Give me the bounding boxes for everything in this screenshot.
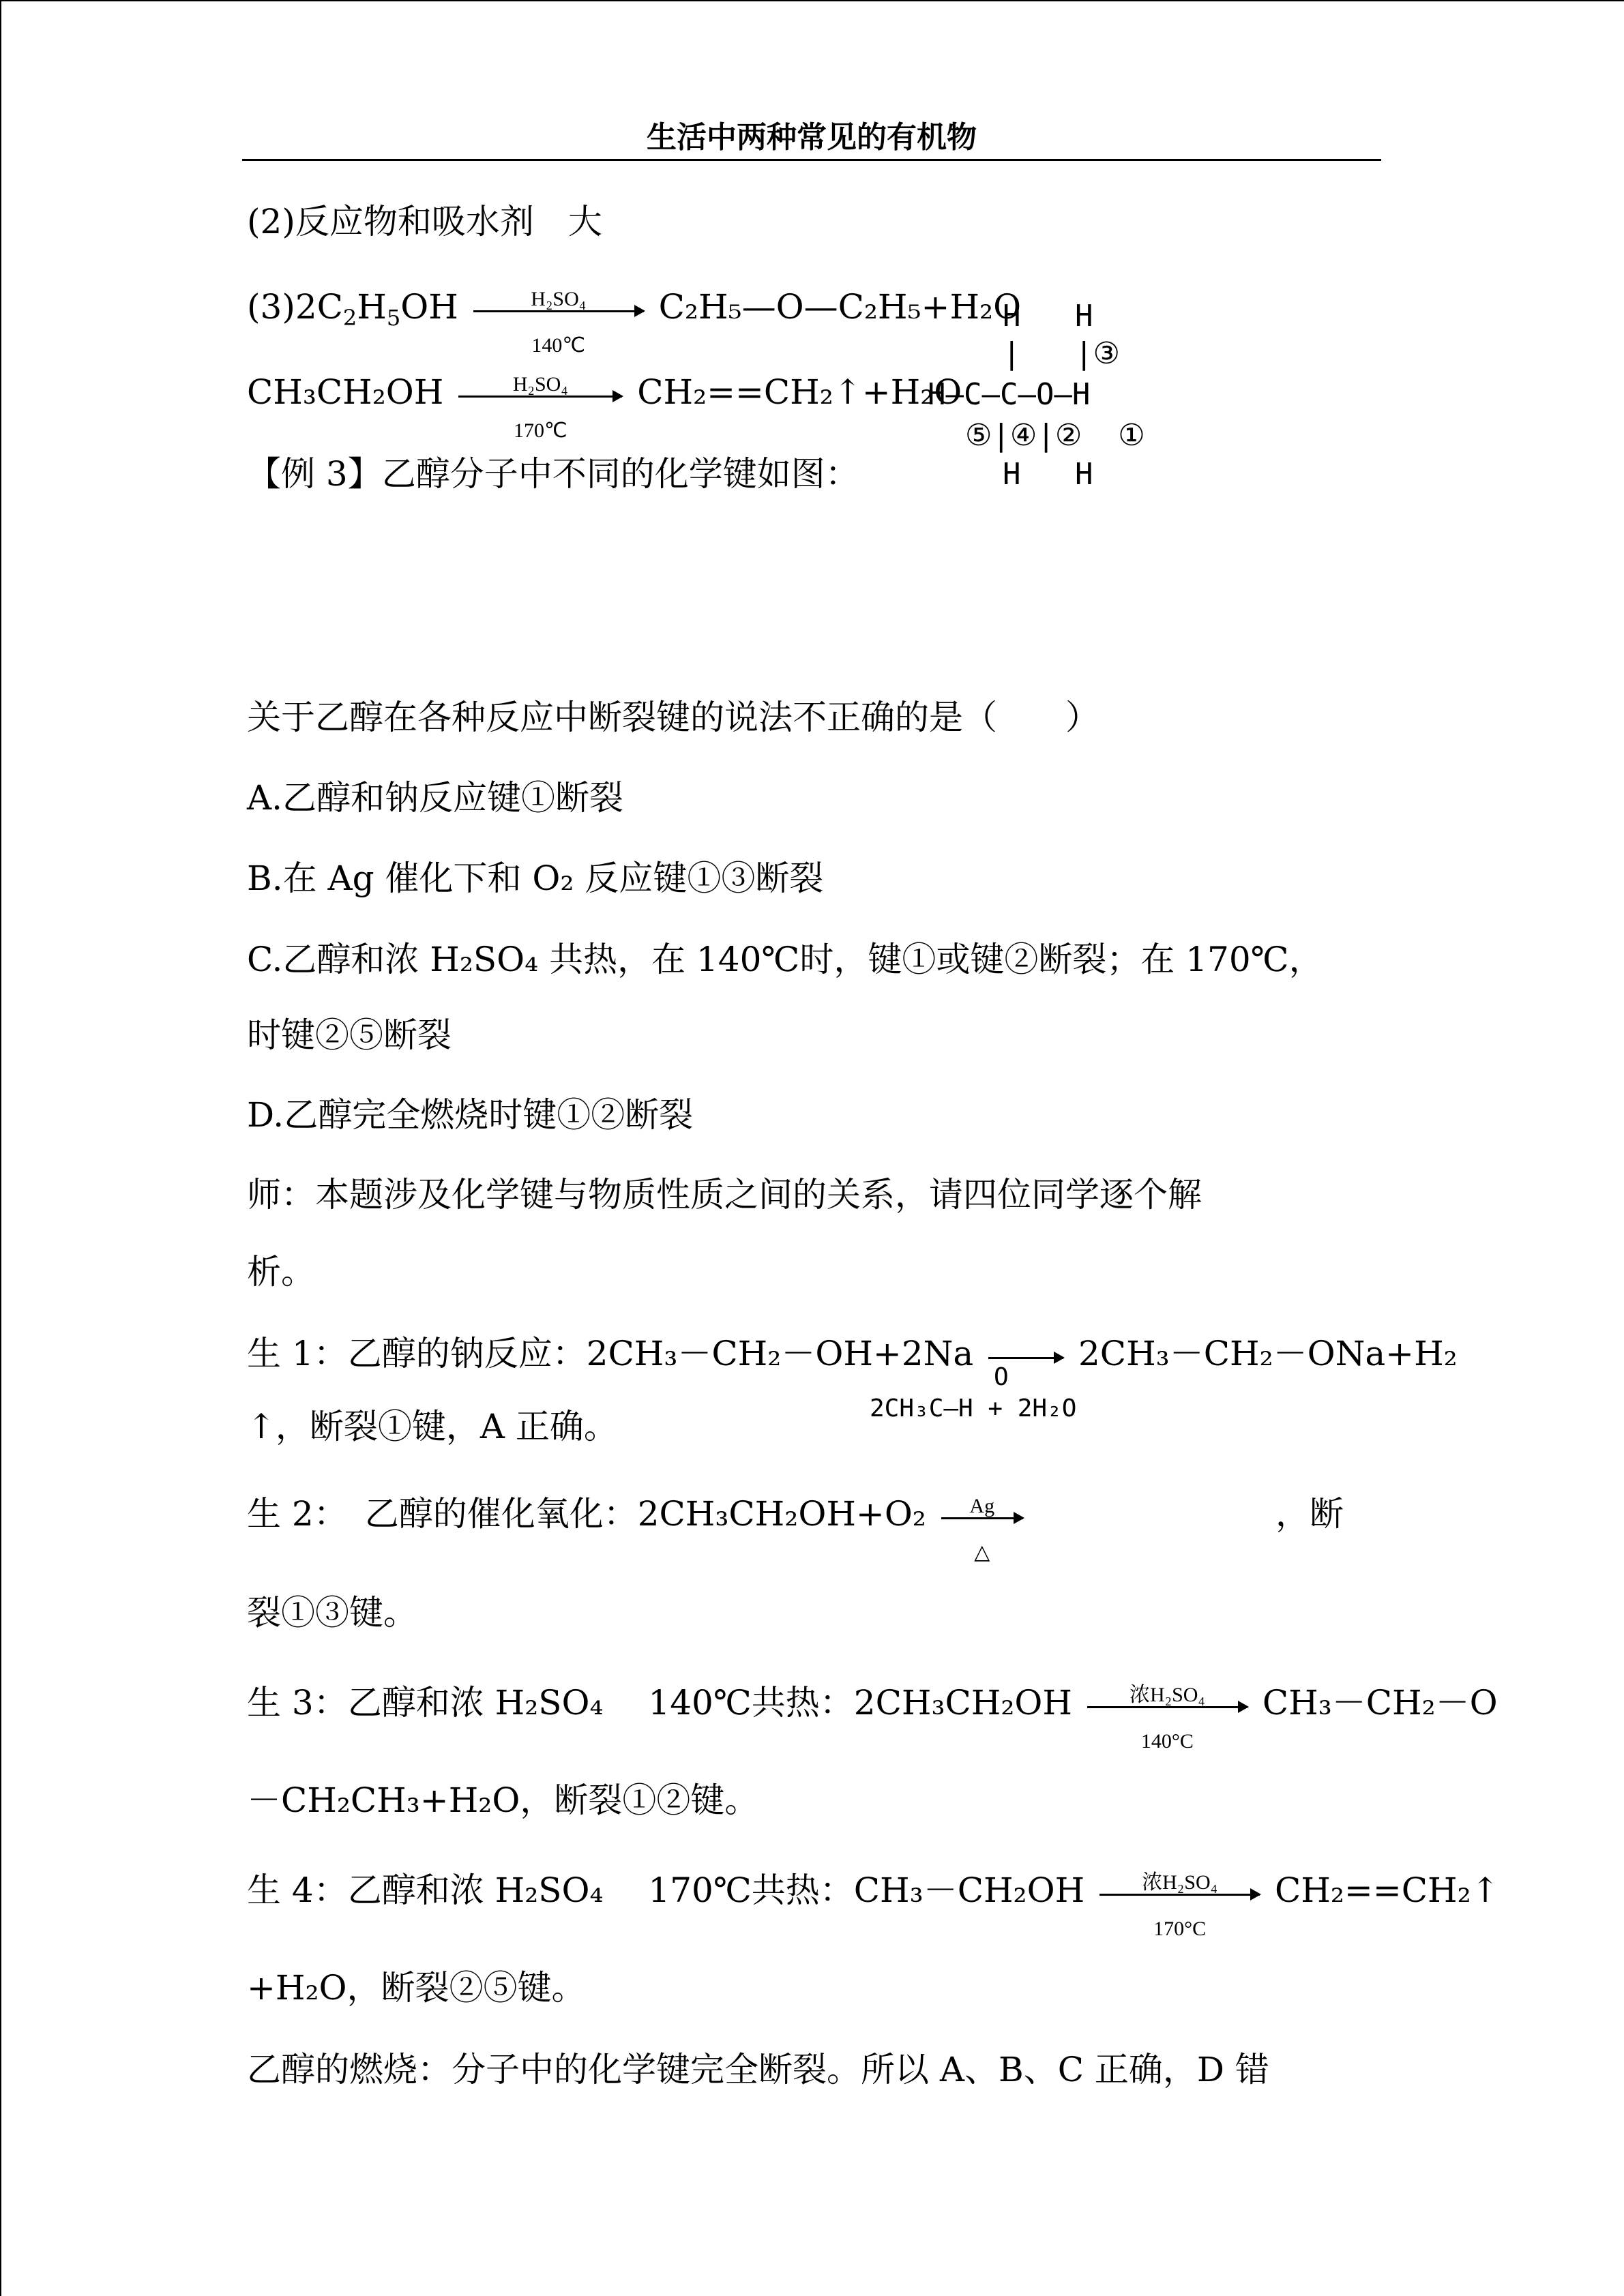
small-aldehyde-formula: O 2CH₃C—H + 2H₂O: [870, 1363, 1077, 1422]
option-a: A.乙醇和钠反应键①断裂: [247, 778, 624, 818]
structure-row-bottom-h: H H: [1003, 457, 1093, 492]
student-3-line-1: 生 3：乙醇和浓 H₂SO₄ 140℃共热：2CH₃CH₂OH 浓H₂SO₄ 140°C CH₃－CH₂－O: [247, 1683, 1498, 1753]
reaction-arrow: [988, 1354, 1063, 1359]
student-1-line-1: 生 1：乙醇的钠反应：2CH₃－CH₂－OH+2Na 2CH₃－CH₂－ONa+H₂: [247, 1334, 1458, 1373]
page-top-border: [0, 0, 1624, 1]
equation-ethylene-lhs: CH₃CH₂OH: [247, 372, 444, 412]
header-rule: [242, 159, 1381, 161]
student-1-line-2: ↑，断裂①键，A 正确。: [247, 1407, 618, 1446]
example-3-title: 【例 3】乙醇分子中不同的化学键如图：: [247, 454, 859, 494]
equation-ethylene-rhs: CH₂==CH₂↑+H₂O: [637, 372, 962, 412]
equation-ether-lhs: $(3)2C_2H_5OH$: [247, 287, 458, 331]
teacher-line-2: 析。: [247, 1252, 315, 1292]
reaction-arrow: 浓H₂SO₄ 170°C: [1099, 1891, 1260, 1896]
student-4-line-2: +H₂O，断裂②⑤键。: [247, 1968, 586, 2008]
reaction-arrow: 浓H₂SO₄ 140°C: [1087, 1703, 1247, 1708]
option-d: D.乙醇完全燃烧时键①②断裂: [247, 1095, 694, 1135]
structure-row-top-h: H H: [1003, 299, 1093, 333]
structure-row-bonds-top: | |③: [1003, 336, 1120, 371]
equation-ether: [247, 286, 1022, 357]
line-answer-2: (2)反应物和吸水剂 大: [247, 202, 602, 241]
structure-row-main-chain: H—C—C—O—H: [928, 377, 1091, 412]
student-4-line-1: 生 4：乙醇和浓 H₂SO₄ 170℃共热：CH₃－CH₂OH 浓H₂SO₄ 170°C CH₂==CH₂↑: [247, 1870, 1500, 1940]
teacher-line-1: 师：本题涉及化学键与物质性质之间的关系，请四位同学逐个解: [247, 1175, 1202, 1214]
student-2-line-2: 裂①③键。: [247, 1593, 417, 1632]
question-stem: 关于乙醇在各种反应中断裂键的说法不正确的是（ ）: [247, 698, 1099, 737]
option-c-line-2: 时键②⑤断裂: [247, 1015, 452, 1055]
student-3-line-2: －CH₂CH₃+H₂O，断裂①②键。: [247, 1780, 759, 1820]
structure-row-bonds-bottom: ⑤|④|② ①: [965, 418, 1145, 453]
page-left-border: [0, 0, 1, 2296]
student-2-tail: ，断: [1275, 1494, 1344, 1534]
reaction-arrow: $\frac{\text{H₂SO₄}}{170℃}$: [458, 393, 622, 398]
reaction-arrow: Ag △: [941, 1515, 1023, 1519]
option-b: B.在 Ag 催化下和 O₂ 反应键①③断裂: [247, 859, 824, 898]
student-2-line-1: 生 2： 乙醇的催化氧化：2CH₃CH₂OH+O₂ Ag △: [247, 1493, 1027, 1534]
equation-ether-rhs: C₂H₅—O—C₂H₅+H₂O: [658, 287, 1022, 327]
option-c-line-1: C.乙醇和浓 H₂SO₄ 共热，在 140℃时，键①或键②断裂；在 170℃，: [247, 940, 1323, 979]
equation-ethylene: [247, 372, 962, 442]
combustion-line: 乙醇的燃烧：分子中的化学键完全断裂。所以 A、B、C 正确，D 错: [247, 2050, 1269, 2089]
reaction-arrow: $\frac{\text{H₂SO₄}}{140℃}$: [473, 308, 644, 312]
page-title: 生活中两种常见的有机物: [647, 120, 977, 155]
